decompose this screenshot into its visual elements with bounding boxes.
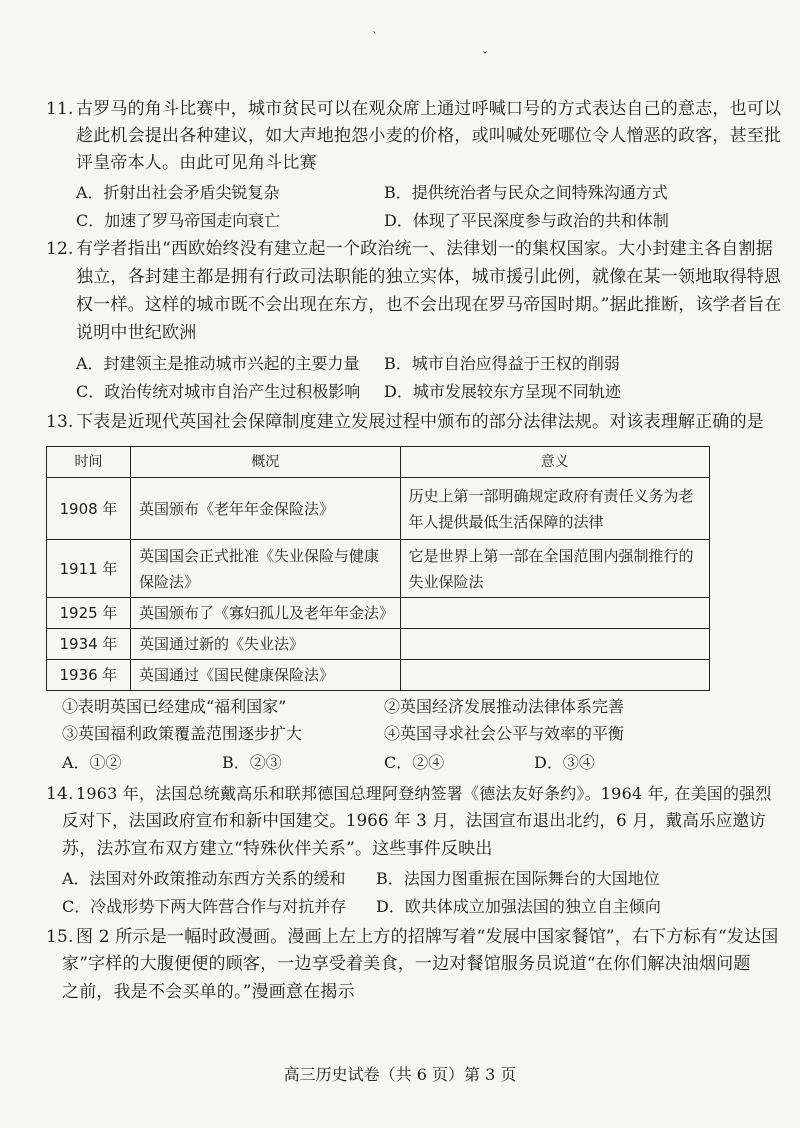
q13-number: 13. (46, 412, 74, 432)
q11-line-1 (46, 97, 781, 121)
q14-option-a: A．法国对外政策推动东西方关系的缓和 (62, 869, 346, 888)
q13-statement-4: ④英国寻求社会公平与效率的平衡 (384, 724, 625, 743)
q14-option-b: B．法国力图重振在国际舞台的大国地位 (376, 869, 660, 888)
page-footer: 高三历史试卷（共 6 页）第 3 页 (283, 1065, 517, 1084)
q13-option-b: B．②③ (222, 753, 282, 772)
q15-number: 15. (46, 927, 74, 947)
q14-option-c: C．冷战形势下两大阵营合作与对抗并存 (62, 897, 347, 916)
q12-stem-3: 权一样。这样的城市既不会出现在东方，也不会出现在罗马帝国时期。”据此推断，该学者旨在 (76, 295, 782, 315)
scan-mark: ` (372, 30, 378, 44)
q11-stem-2: 趁此机会提出各种建议，如大声地抱怨小麦的价格，或叫喊处死哪位令人憎恶的政客，甚至批 (76, 126, 782, 146)
table-cell-time: 1936 年 (47, 660, 131, 691)
q13-option-d: D．③④ (534, 753, 595, 772)
q14-number: 14. (46, 784, 74, 804)
q15-stem-2: 家”字样的大腹便便的顾客，一边享受着美食，一边对餐馆服务员说道“在你们解决油烟问题 (62, 954, 751, 974)
table-row (47, 598, 710, 629)
table-cell-summary: 英国颁布《老年年金保险法》 (130, 478, 400, 540)
q13-statement-1: ①表明英国已经建成“福利国家” (62, 697, 287, 716)
table-cell-summary: 英国颁布了《寡妇孤儿及老年年金法》 (130, 598, 400, 629)
table-row (47, 629, 710, 660)
q15-stem-3: 之前，我是不会买单的。”漫画意在揭示 (62, 982, 355, 1002)
table-cell-meaning: 它是世界上第一部在全国范围内强制推行的失业保险法 (400, 540, 709, 598)
q11-option-a: A．折射出社会矛盾尖锐复杂 (76, 183, 280, 202)
q14-stem-1: 1963 年，法国总统戴高乐和联邦德国总理阿登纳签署《德法友好条约》。1964 年, 在美国的强烈 (76, 784, 772, 803)
q12-option-b: B．城市自治应得益于王权的削弱 (384, 354, 620, 373)
table-header-meaning: 意义 (400, 447, 709, 478)
q12-stem-1: 有学者指出“西欧始终没有建立起一个政治统一、法律划一的集权国家。大小封建主各自割据 (76, 239, 773, 259)
table-cell-meaning: 历史上第一部明确规定政府有责任义务为老年人提供最低生活保障的法律 (400, 478, 709, 540)
table-row (47, 478, 710, 540)
table-cell-meaning (400, 598, 709, 629)
q12-line-1 (46, 237, 773, 261)
table-cell-meaning (400, 629, 709, 660)
q13-option-a: A．①② (62, 753, 122, 772)
q12-option-d: D．城市发展较东方呈现不同轨迹 (384, 382, 621, 401)
q11-stem-1: 古罗马的角斗比赛中，城市贫民可以在观众席上通过呼喊口号的方式表达自己的意志，也可以 (76, 99, 782, 119)
q11-option-d: D．体现了平民深度参与政治的共和体制 (384, 211, 669, 230)
table-header-time: 时间 (47, 447, 131, 478)
q14-line-1 (46, 782, 772, 806)
q13-stem: 下表是近现代英国社会保障制度建立发展过程中颁布的部分法律法规。对该表理解正确的是 (76, 412, 764, 432)
q14-option-d: D．欧共体成立加强法国的独立自主倾向 (376, 897, 661, 916)
table-cell-summary: 英国国会正式批准《失业保险与健康保险法》 (130, 540, 400, 598)
q11-number: 11. (46, 99, 74, 119)
q13-option-c: C．②④ (384, 753, 445, 772)
q15-line-1 (46, 925, 779, 949)
q12-option-a: A．封建领主是推动城市兴起的主要力量 (76, 354, 360, 373)
table-cell-time: 1934 年 (47, 629, 131, 660)
q11-option-b: B．提供统治者与民众之间特殊沟通方式 (384, 183, 668, 202)
table-header-summary: 概况 (130, 447, 400, 478)
table-cell-time: 1925 年 (47, 598, 131, 629)
table-cell-summary: 英国通过新的《失业法》 (130, 629, 400, 660)
q12-option-c: C．政治传统对城市自治产生过积极影响 (76, 382, 361, 401)
table-row (47, 540, 710, 598)
table-cell-time: 1908 年 (47, 478, 131, 540)
q14-stem-3: 苏，法苏宣布双方建立“特殊伙伴关系”。这些事件反映出 (62, 839, 493, 859)
table-cell-summary: 英国通过《国民健康保险法》 (130, 660, 400, 691)
q13-statement-3: ③英国福利政策覆盖范围逐步扩大 (62, 724, 303, 743)
q11-stem-3: 评皇帝本人。由此可见角斗比赛 (76, 153, 317, 173)
table-header-row (47, 447, 710, 478)
scan-mark: ˇ (482, 50, 488, 64)
q15-stem-1: 图 2 所示是一幅时政漫画。漫画上左上方的招牌写着“发展中国家餐馆”，右下方标有“发达国 (76, 927, 779, 947)
q12-stem-4: 说明中世纪欧洲 (76, 323, 197, 343)
q11-option-c: C．加速了罗马帝国走向衰亡 (76, 211, 281, 230)
q12-stem-2: 独立，各封建主都是拥有行政司法职能的独立实体，城市援引此例，就像在某一领地取得特恩 (76, 267, 782, 287)
q13-statement-2: ②英国经济发展推动法律体系完善 (384, 697, 625, 716)
q12-number: 12. (46, 239, 74, 259)
q14-stem-2: 反对下，法国政府宣布和新中国建交。1966 年 3 月，法国宣布退出北约，6 月，戴高乐应邀访 (62, 811, 766, 830)
q13-line-1 (46, 410, 764, 434)
table-cell-time: 1911 年 (47, 540, 131, 598)
table-cell-meaning (400, 660, 709, 691)
table-row (47, 660, 710, 691)
law-table (46, 446, 710, 691)
